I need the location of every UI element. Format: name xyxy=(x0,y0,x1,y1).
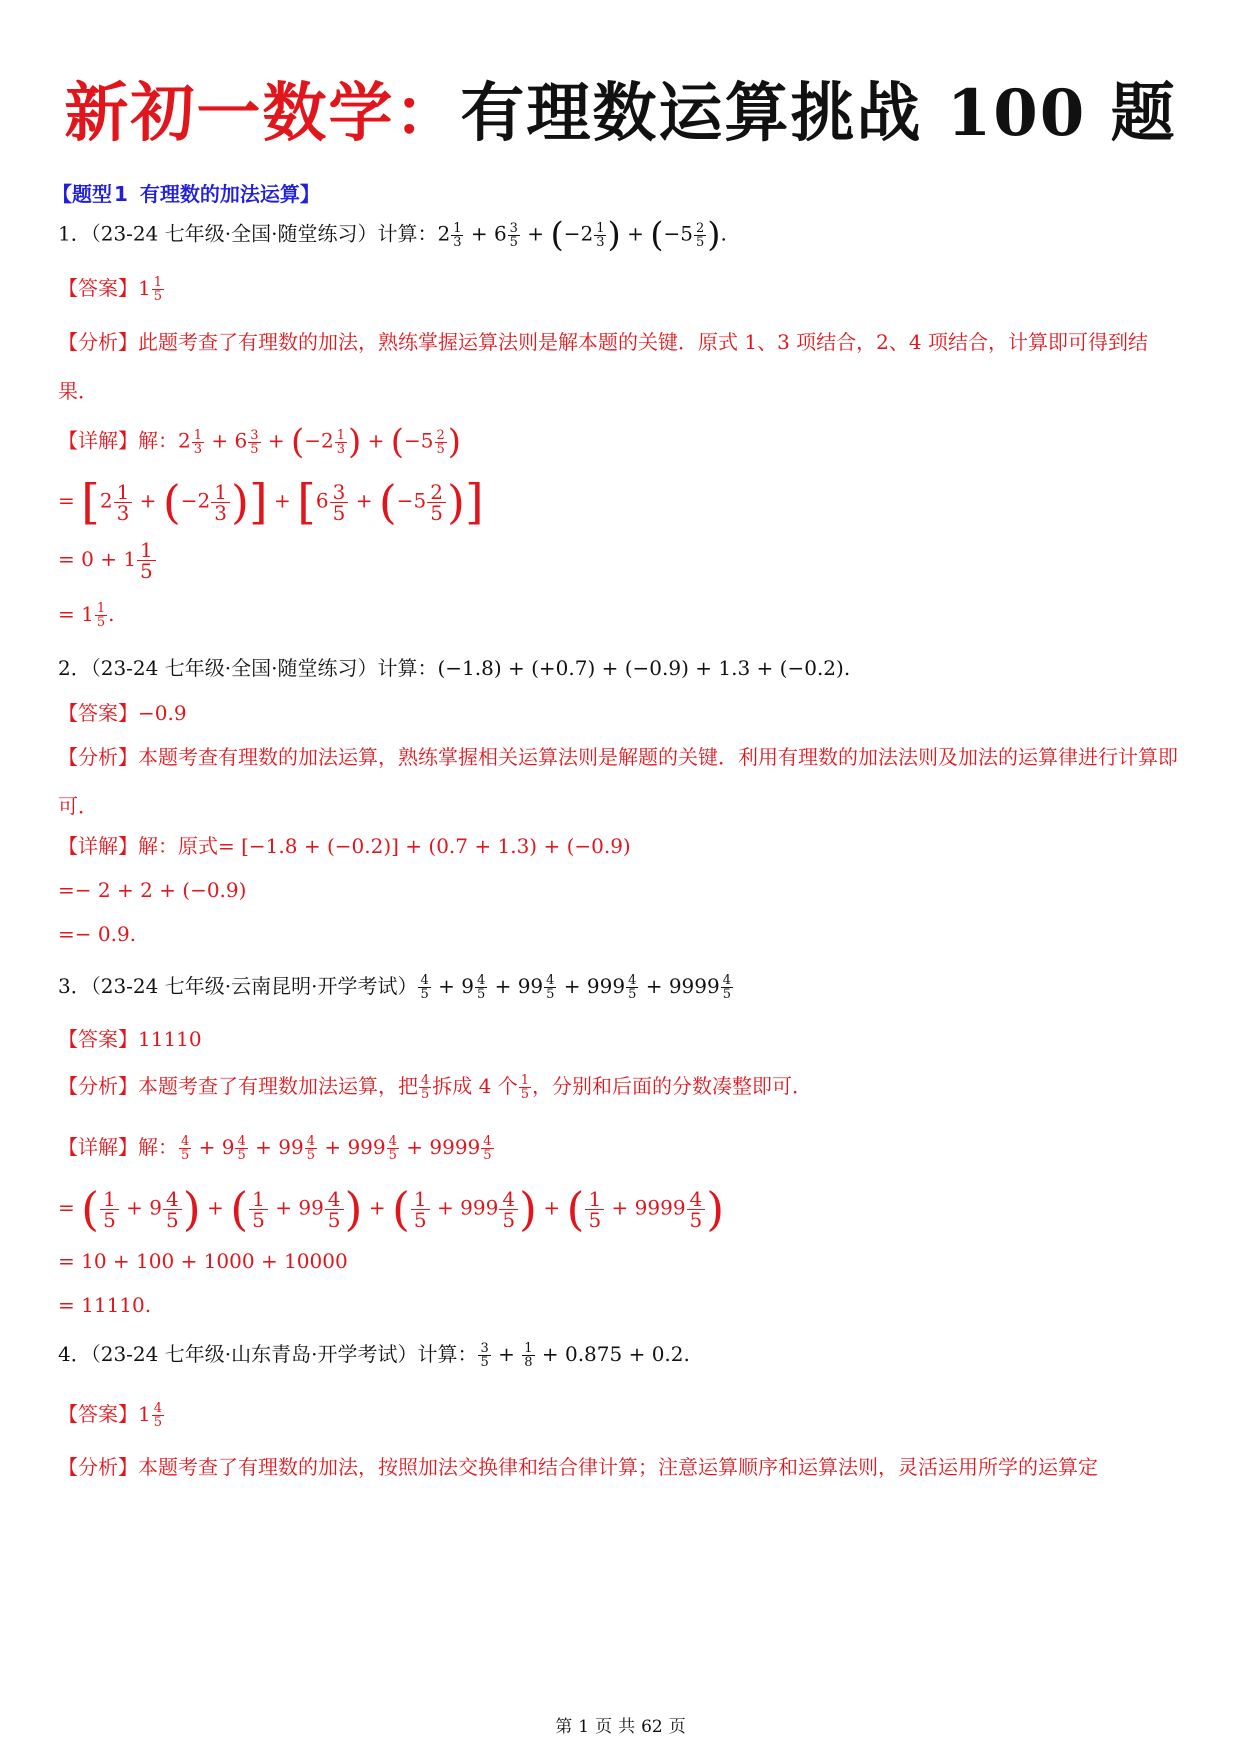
q3-prefix: 3．（23-24 七年级·云南昆明·开学考试） xyxy=(58,974,418,998)
q2-prefix: 2．（23-24 七年级·全国·随堂练习）计算： xyxy=(58,656,438,680)
q3-answer xyxy=(58,1027,202,1051)
q1-answer-num: 1 xyxy=(153,275,163,290)
jie-label: 解： xyxy=(138,1135,178,1159)
q2-answer-value: −0.9 xyxy=(138,701,187,725)
q1-analysis xyxy=(58,318,1183,416)
q1-analysis-text: 此题考查了有理数的加法，熟练掌握运算法则是解本题的关键．原式 1、3 项结合，2、4 项结合，计算即可得到结果． xyxy=(58,330,1148,403)
q1-detail-line1: 【详解】解：2 $\frac{1}{3}$ + 6 $\frac{3}{5}$ + (−2 $\frac{1}{3}$ ) + (−5 $\frac{2}{5}$ ) xyxy=(58,422,462,462)
footer-gong: 共 xyxy=(618,1717,636,1737)
q1-answer-whole: 1 xyxy=(138,276,151,300)
footer-di: 第 xyxy=(555,1717,573,1737)
section-number: 1 xyxy=(114,182,128,206)
q4-prefix: 4．（23-24 七年级·山东青岛·开学考试）计算： xyxy=(58,1342,478,1366)
title-black-part: 有理数运算挑战 100 题 xyxy=(460,76,1177,151)
jie-label: 解： xyxy=(138,428,178,453)
q1-detail-line4: = 1 $\frac{1}{5}$ . xyxy=(58,601,115,630)
q3-detail-line4 xyxy=(58,1293,151,1317)
section-text: 有理数的加法运算】 xyxy=(139,182,320,206)
q2-answer xyxy=(58,701,187,725)
q2-detail-line3 xyxy=(58,922,136,946)
q3-step3: = 11110. xyxy=(58,1293,152,1317)
question-3: 3．（23-24 七年级·云南昆明·开学考试） $\frac{4}{5}$ + 9 $\frac{4}{5}$ + 99 $\frac{4}{5}$ + 999 $\frac{4}{5}$ + 9999 $\frac{4}{5}$ xyxy=(58,973,732,1002)
footer-ye: 页 xyxy=(595,1717,613,1737)
answer-label: 【答案】 xyxy=(58,276,138,300)
q4-analysis-text: 本题考查了有理数的加法，按照加法交换律和结合律计算；注意运算顺序和运算法则，灵活运用所学的运算定 xyxy=(138,1455,1098,1479)
q3-analysis: 【分析】本题考查了有理数加法运算，把 $\frac{4}{5}$ 拆成 4 个 $\frac{1}{5}$ ，分别和后面的分数凑整即可． xyxy=(58,1073,813,1102)
q3-detail-line2: = ( $\frac{1}{5}$ + 9 $\frac{4}{5}$ ) + ( $\frac{1}{5}$ + 99 $\frac{4}{5}$ ) + ( $\frac{1}{5}$ + 999 $\frac{4}{5}$ ) + ( $\frac{1}{5}$ + 9999 $\frac{4}{5}$ ) xyxy=(58,1182,725,1236)
page-title xyxy=(0,62,1241,154)
analysis-label: 【分析】 xyxy=(58,1074,138,1098)
answer-label: 【答案】 xyxy=(58,1402,138,1426)
q2-detail-line1 xyxy=(58,834,631,858)
q3-analysis-a: 本题考查了有理数加法运算，把 xyxy=(138,1074,418,1098)
q2-analysis xyxy=(58,733,1183,831)
footer-page-number: 1 xyxy=(578,1717,590,1737)
footer-ye2: 页 xyxy=(668,1717,686,1737)
footer-total-pages: 62 xyxy=(641,1717,663,1737)
q4-answer-whole: 1 xyxy=(138,1402,151,1426)
answer-label: 【答案】 xyxy=(58,1027,138,1051)
q2-analysis-text: 本题考查有理数的加法运算，熟练掌握相关运算法则是解题的关键．利用有理数的加法法则及加法的运算律进行计算即可． xyxy=(58,745,1178,818)
analysis-label: 【分析】 xyxy=(58,745,138,769)
section-open: 【题型 xyxy=(52,182,112,206)
q3-detail-line1: 【详解】解： $\frac{4}{5}$ + 9 $\frac{4}{5}$ + 99 $\frac{4}{5}$ + 999 $\frac{4}{5}$ + 9999 $\frac{4}{5}$ xyxy=(58,1134,492,1163)
title-red-part: 新初一数学： xyxy=(64,76,461,151)
q2-step1: = [−1.8 + (−0.2)] + (0.7 + 1.3) + (−0.9) xyxy=(218,834,631,858)
analysis-label: 【分析】 xyxy=(58,330,138,354)
q1-step3: = 1 xyxy=(58,602,94,626)
q1-detail-line3: = 0 + 1 $\frac{1}{5}$ xyxy=(58,540,157,581)
jie-label: 解： xyxy=(138,834,178,858)
detail-label: 【详解】 xyxy=(58,834,138,858)
question-1: 1．（23-24 七年级·全国·随堂练习）计算：2 $\frac{1}{3}$ + 6 $\frac{3}{5}$ + (−2 $\frac{1}{3}$ ) + (−5 $\frac{2}{5}$ ). xyxy=(58,215,727,255)
q3-analysis-c: ，分别和后面的分数凑整即可． xyxy=(532,1074,813,1098)
analysis-label: 【分析】 xyxy=(58,1455,138,1479)
yuanshi-label: 原式 xyxy=(178,834,218,858)
q4-analysis xyxy=(58,1455,1098,1479)
q4-answer-den: 5 xyxy=(153,1415,163,1430)
q4-answer-num: 4 xyxy=(153,1401,163,1416)
q3-step2: = 10 + 100 + 1000 + 10000 xyxy=(58,1249,348,1273)
q3-detail-line3 xyxy=(58,1249,348,1273)
section-header xyxy=(52,178,320,207)
q1-answer xyxy=(58,276,165,303)
q1-detail-line2: = [2 $\frac{1}{3}$ + (−2 $\frac{1}{3}$ )] + [6 $\frac{3}{5}$ + (−5 $\frac{2}{5}$ )] xyxy=(58,474,484,530)
detail-label: 【详解】 xyxy=(58,428,138,453)
q4-expression-tail: + 0.875 + 0.2. xyxy=(541,1342,690,1366)
q2-detail-line2 xyxy=(58,878,246,902)
q3-analysis-b: 拆成 4 个 xyxy=(432,1074,518,1098)
q2-expression: (−1.8) + (+0.7) + (−0.9) + 1.3 + (−0.2). xyxy=(437,656,851,680)
detail-label: 【详解】 xyxy=(58,1135,138,1159)
answer-label: 【答案】 xyxy=(58,701,138,725)
q2-step3: =− 0.9. xyxy=(58,922,137,946)
question-4: 4．（23-24 七年级·山东青岛·开学考试）计算： $\frac{3}{5}$ + $\frac{1}{8}$ + 0.875 + 0.2. xyxy=(58,1341,690,1370)
q1-answer-den: 5 xyxy=(153,289,163,304)
page-footer xyxy=(0,1712,1241,1737)
q1-prefix: 1．（23-24 七年级·全国·随堂练习）计算： xyxy=(58,221,438,246)
q4-answer xyxy=(58,1402,165,1429)
q1-step2: = 0 + 1 xyxy=(58,547,137,571)
question-2 xyxy=(58,656,850,680)
q2-step2: =− 2 + 2 + (−0.9) xyxy=(58,878,247,902)
q3-answer-value: 11110 xyxy=(138,1027,202,1051)
